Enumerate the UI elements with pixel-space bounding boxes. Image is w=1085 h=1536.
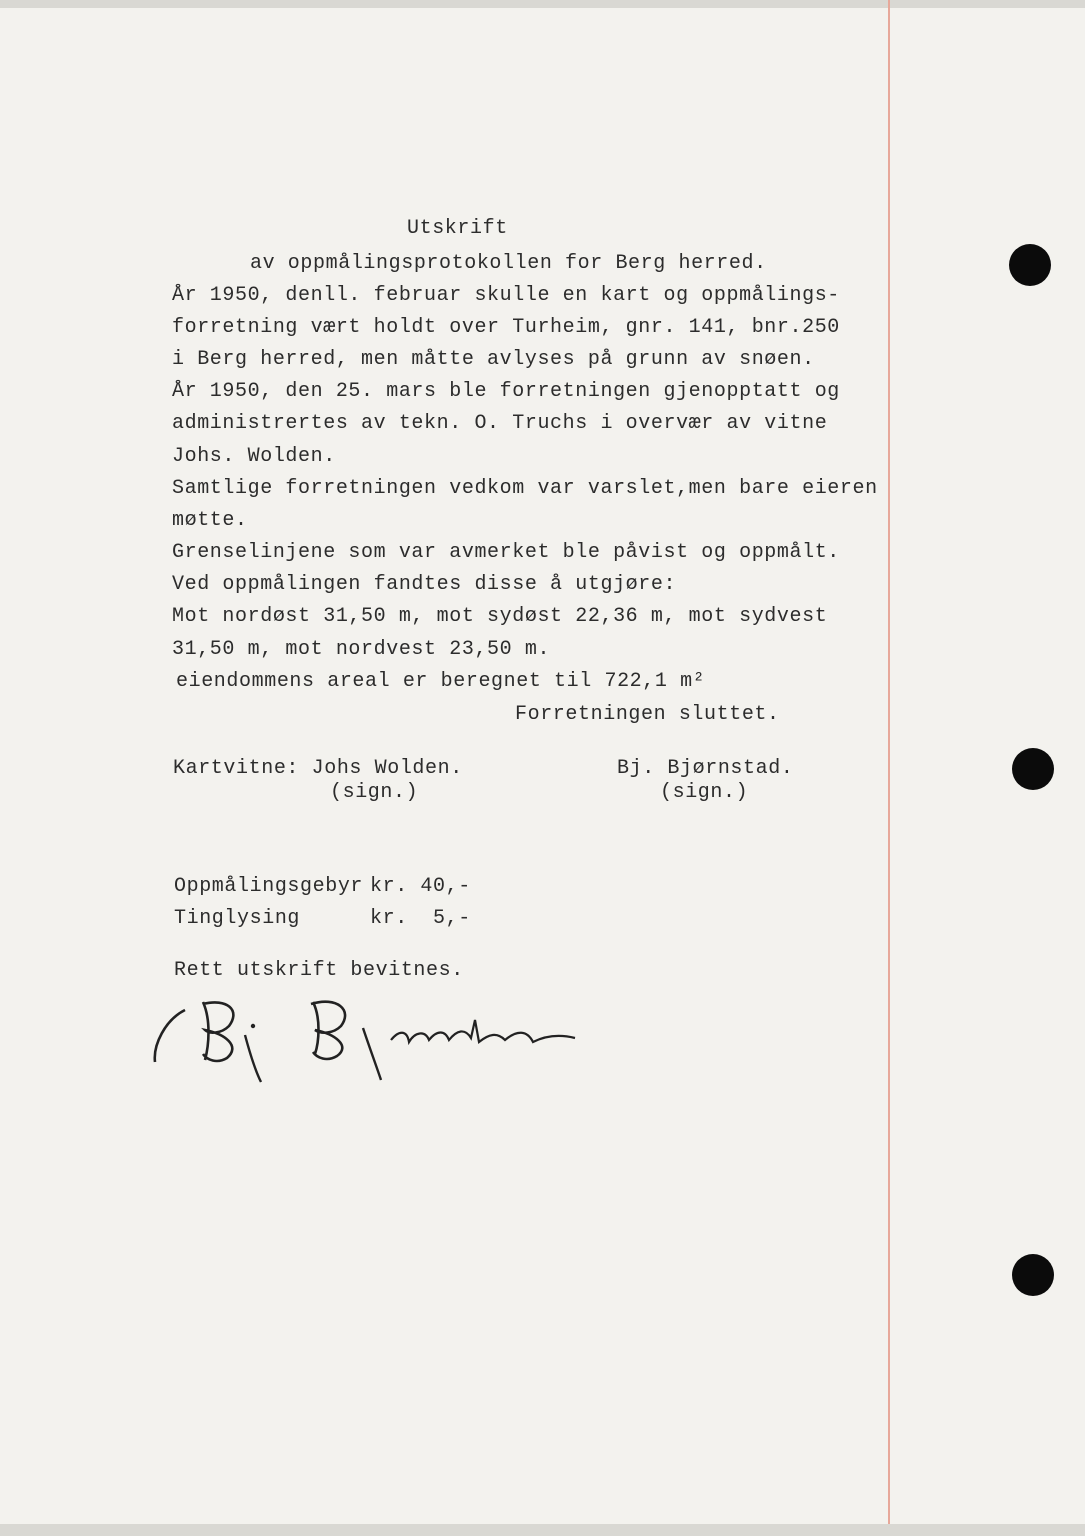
witness-sign: (sign.): [330, 781, 419, 804]
page-top-edge: [0, 0, 1085, 8]
body-line: År 1950, denll. februar skulle en kart og oppmålings-: [172, 284, 840, 307]
body-line: 31,50 m, mot nordvest 23,50 m.: [172, 638, 551, 661]
fee-label: Oppmålingsgebyr: [174, 875, 364, 898]
body-line: Grenselinjene som var avmerket ble påvist og oppmålt.: [172, 541, 840, 564]
surveyor-sign: (sign.): [660, 781, 749, 804]
closing-line: Forretningen sluttet.: [515, 703, 780, 726]
fee-label: Tinglysing: [174, 907, 301, 930]
body-line: År 1950, den 25. mars ble forretningen gjenopptatt og: [172, 380, 840, 403]
document-subtitle: av oppmålingsprotokollen for Berg herred.: [250, 252, 767, 275]
document-title: Utskrift: [407, 217, 508, 240]
surveyor-name: Bj. Bjørnstad.: [617, 757, 794, 780]
body-line: eiendommens areal er beregnet til 722,1 m²: [176, 670, 706, 693]
witness-name: Kartvitne: Johs Wolden.: [173, 757, 463, 780]
fee-amount: kr. 40,-: [370, 875, 471, 898]
body-line: Mot nordøst 31,50 m, mot sydøst 22,36 m, mot sydvest: [172, 605, 828, 628]
body-line: forretning vært holdt over Turheim, gnr. 141, bnr.250: [172, 316, 840, 339]
body-line: møtte.: [172, 509, 248, 532]
body-line: Samtlige forretningen vedkom var varslet,men bare eieren: [172, 477, 878, 500]
margin-line: [888, 0, 890, 1536]
body-line: Johs. Wolden.: [172, 445, 336, 468]
body-line: administrertes av tekn. O. Truchs i overvær av vitne: [172, 412, 828, 435]
fee-amount: kr. 5,-: [370, 907, 471, 930]
handwritten-signature: [145, 990, 585, 1090]
body-line: i Berg herred, men måtte avlyses på grunn av snøen.: [172, 348, 815, 371]
body-line: Ved oppmålingen fandtes disse å utgjøre:: [172, 573, 677, 596]
punch-hole: [1009, 244, 1051, 286]
punch-hole: [1012, 1254, 1054, 1296]
punch-hole: [1012, 748, 1054, 790]
certification-line: Rett utskrift bevitnes.: [174, 959, 464, 982]
page-bottom-edge: [0, 1524, 1085, 1536]
